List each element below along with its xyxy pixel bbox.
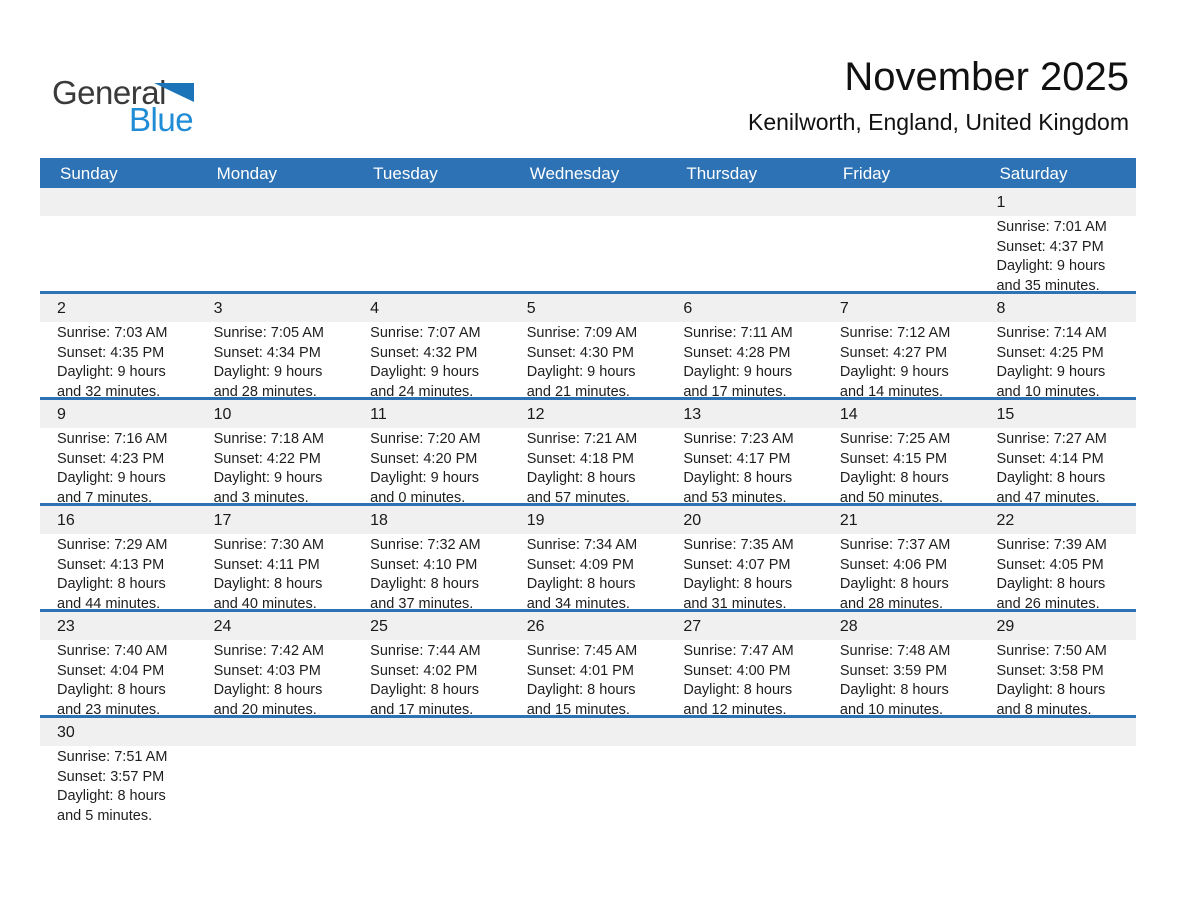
day-cell-27	[666, 612, 823, 718]
sunset-text: Sunset: 4:06 PM	[839, 556, 948, 573]
day-cell-29	[979, 612, 1136, 718]
sunset-text: Sunset: 4:14 PM	[996, 450, 1104, 467]
day-number	[197, 188, 354, 216]
day-number: 18	[353, 506, 510, 534]
sunrise-text: Sunrise: 7:11 AM	[683, 325, 793, 341]
day-cell-13	[666, 400, 823, 506]
day-number: 29	[979, 612, 1136, 640]
daylight-text: Daylight: 8 hours and 47 minutes.	[996, 470, 1106, 506]
day-cell-16	[40, 506, 197, 612]
day-cell-3	[197, 294, 354, 400]
sunset-text: Sunset: 4:05 PM	[996, 556, 1104, 573]
day-cell-empty	[197, 718, 354, 826]
sunrise-text: Sunrise: 7:14 AM	[996, 325, 1107, 341]
day-number: 22	[979, 506, 1136, 534]
day-cell-body	[666, 534, 823, 614]
sunset-text: Sunset: 4:34 PM	[213, 344, 321, 361]
sunset-text: Sunset: 4:10 PM	[370, 556, 478, 573]
daylight-text: Daylight: 8 hours and 12 minutes.	[683, 682, 793, 718]
day-cell-26	[510, 612, 667, 718]
day-cell-body	[40, 428, 197, 508]
day-number: 5	[510, 294, 667, 322]
day-number: 14	[823, 400, 980, 428]
day-cell-9	[40, 400, 197, 506]
day-cell-body	[197, 640, 354, 720]
daylight-text: Daylight: 8 hours and 8 minutes.	[996, 682, 1106, 718]
sunset-text: Sunset: 4:13 PM	[57, 556, 165, 573]
sunset-text: Sunset: 4:18 PM	[526, 450, 634, 467]
day-cell-23	[40, 612, 197, 718]
title-block	[748, 54, 1129, 135]
day-number: 26	[510, 612, 667, 640]
sunrise-text: Sunrise: 7:29 AM	[57, 537, 168, 553]
sunset-text: Sunset: 4:01 PM	[526, 662, 634, 679]
daylight-text: Daylight: 8 hours and 15 minutes.	[526, 682, 636, 718]
day-cell-body	[823, 428, 980, 508]
day-number: 2	[40, 294, 197, 322]
location-subtitle: Kenilworth, England, United Kingdom	[747, 109, 1129, 135]
daylight-text: Daylight: 8 hours and 26 minutes.	[996, 576, 1106, 612]
daylight-text: Daylight: 8 hours and 10 minutes.	[839, 682, 949, 718]
sunrise-text: Sunrise: 7:34 AM	[526, 537, 638, 553]
day-cell-body	[823, 534, 980, 614]
sunrise-text: Sunrise: 7:30 AM	[213, 537, 324, 553]
sunrise-text: Sunrise: 7:48 AM	[839, 643, 951, 659]
day-cell-body	[979, 428, 1136, 508]
day-cell-10	[197, 400, 354, 506]
day-cell-20	[666, 506, 823, 612]
day-cell-empty	[823, 188, 980, 291]
week-row-5	[40, 612, 1136, 718]
day-number: 7	[823, 294, 980, 322]
day-cell-body	[979, 534, 1136, 614]
day-number: 20	[666, 506, 823, 534]
week-row-2	[40, 294, 1136, 400]
day-cell-5	[510, 294, 667, 400]
day-number: 16	[40, 506, 197, 534]
weekday-header-saturday: Saturday	[999, 164, 1068, 183]
daylight-text: Daylight: 9 hours and 14 minutes.	[839, 364, 949, 400]
daylight-text: Daylight: 9 hours and 28 minutes.	[213, 364, 323, 400]
day-number: 9	[40, 400, 197, 428]
sunrise-text: Sunrise: 7:01 AM	[996, 219, 1107, 235]
day-number: 25	[353, 612, 510, 640]
sunset-text: Sunset: 4:00 PM	[683, 662, 791, 679]
daylight-text: Daylight: 8 hours and 5 minutes.	[57, 788, 166, 824]
sunset-text: Sunset: 3:58 PM	[996, 662, 1104, 679]
daylight-text: Daylight: 9 hours and 3 minutes.	[213, 470, 323, 506]
sunset-text: Sunset: 4:07 PM	[683, 556, 791, 573]
weekday-header-wednesday: Wednesday	[529, 164, 620, 183]
day-number: 15	[979, 400, 1136, 428]
daylight-text: Daylight: 9 hours and 17 minutes.	[683, 364, 793, 400]
day-number: 4	[353, 294, 510, 322]
day-cell-empty	[353, 188, 510, 291]
day-number: 21	[823, 506, 980, 534]
sunrise-text: Sunrise: 7:40 AM	[57, 643, 168, 659]
day-cell-15	[979, 400, 1136, 506]
sunset-text: Sunset: 4:22 PM	[213, 450, 321, 467]
sunrise-text: Sunrise: 7:51 AM	[57, 749, 168, 765]
day-number	[666, 188, 823, 216]
day-number: 27	[666, 612, 823, 640]
general-blue-logo	[52, 74, 212, 140]
sunrise-text: Sunrise: 7:47 AM	[683, 643, 794, 659]
logo-text-general: General	[52, 74, 166, 111]
day-cell-body	[510, 534, 667, 614]
day-cell-body	[40, 534, 197, 614]
day-number: 30	[40, 718, 197, 746]
month-title: November 2025	[844, 55, 1129, 99]
sunrise-text: Sunrise: 7:12 AM	[839, 325, 951, 341]
sunset-text: Sunset: 4:25 PM	[996, 344, 1104, 361]
daylight-text: Daylight: 8 hours and 17 minutes.	[370, 682, 479, 718]
day-cell-empty	[823, 718, 980, 826]
day-number: 11	[353, 400, 510, 428]
day-cell-body	[979, 216, 1136, 296]
sunset-text: Sunset: 4:04 PM	[57, 662, 165, 679]
day-cell-6	[666, 294, 823, 400]
day-number: 24	[197, 612, 354, 640]
day-cell-22	[979, 506, 1136, 612]
sunset-text: Sunset: 3:59 PM	[839, 662, 948, 679]
day-cell-7	[823, 294, 980, 400]
sunrise-text: Sunrise: 7:03 AM	[57, 325, 168, 341]
sunrise-text: Sunrise: 7:07 AM	[370, 325, 481, 341]
day-cell-body	[40, 322, 197, 402]
sunset-text: Sunset: 4:03 PM	[213, 662, 321, 679]
daylight-text: Daylight: 8 hours and 31 minutes.	[683, 576, 793, 612]
daylight-text: Daylight: 8 hours and 57 minutes.	[526, 470, 636, 506]
sunset-text: Sunset: 4:37 PM	[996, 238, 1104, 255]
sunrise-text: Sunrise: 7:37 AM	[839, 537, 951, 553]
day-number: 1	[979, 188, 1136, 216]
daylight-text: Daylight: 9 hours and 32 minutes.	[57, 364, 166, 400]
day-cell-body	[823, 640, 980, 720]
day-number	[40, 188, 197, 216]
week-row-3	[40, 400, 1136, 506]
day-cell-body	[979, 322, 1136, 402]
daylight-text: Daylight: 8 hours and 44 minutes.	[57, 576, 166, 612]
day-cell-19	[510, 506, 667, 612]
day-cell-empty	[510, 188, 667, 291]
day-cell-8	[979, 294, 1136, 400]
calendar-weeks	[40, 188, 1136, 826]
sunset-text: Sunset: 4:30 PM	[526, 344, 634, 361]
sunrise-text: Sunrise: 7:50 AM	[996, 643, 1107, 659]
weekday-header-row	[40, 158, 1136, 188]
day-number: 13	[666, 400, 823, 428]
day-cell-empty	[666, 718, 823, 826]
day-cell-body	[823, 322, 980, 402]
day-number: 17	[197, 506, 354, 534]
day-cell-empty	[40, 188, 197, 291]
sunset-text: Sunset: 3:57 PM	[57, 768, 165, 785]
weekday-header-tuesday: Tuesday	[373, 164, 438, 183]
week-row-4	[40, 506, 1136, 612]
day-number	[823, 188, 980, 216]
sunrise-text: Sunrise: 7:45 AM	[526, 643, 638, 659]
day-cell-empty	[197, 188, 354, 291]
day-number: 10	[197, 400, 354, 428]
day-number: 28	[823, 612, 980, 640]
daylight-text: Daylight: 8 hours and 34 minutes.	[526, 576, 636, 612]
day-cell-body	[197, 534, 354, 614]
day-cell-body	[510, 322, 667, 402]
day-cell-body	[197, 428, 354, 508]
sunrise-text: Sunrise: 7:39 AM	[996, 537, 1107, 553]
day-cell-empty	[666, 188, 823, 291]
sunrise-text: Sunrise: 7:18 AM	[213, 431, 324, 447]
weekday-header-friday: Friday	[842, 164, 891, 183]
day-cell-body	[353, 322, 510, 402]
day-cell-11	[353, 400, 510, 506]
sunset-text: Sunset: 4:32 PM	[370, 344, 478, 361]
sunset-text: Sunset: 4:11 PM	[213, 556, 320, 573]
sunset-text: Sunset: 4:20 PM	[370, 450, 478, 467]
day-cell-18	[353, 506, 510, 612]
day-number: 6	[666, 294, 823, 322]
daylight-text: Daylight: 9 hours and 10 minutes.	[996, 364, 1106, 400]
daylight-text: Daylight: 8 hours and 23 minutes.	[57, 682, 166, 718]
day-cell-body	[197, 322, 354, 402]
sunset-text: Sunset: 4:27 PM	[839, 344, 948, 361]
day-number	[510, 718, 667, 746]
sunrise-text: Sunrise: 7:35 AM	[683, 537, 794, 553]
day-cell-17	[197, 506, 354, 612]
day-cell-14	[823, 400, 980, 506]
day-cell-12	[510, 400, 667, 506]
sunset-text: Sunset: 4:09 PM	[526, 556, 634, 573]
day-number	[823, 718, 980, 746]
day-cell-body	[40, 746, 197, 826]
day-cell-4	[353, 294, 510, 400]
day-number: 19	[510, 506, 667, 534]
daylight-text: Daylight: 9 hours and 35 minutes.	[996, 258, 1106, 294]
day-cell-24	[197, 612, 354, 718]
sunrise-text: Sunrise: 7:25 AM	[839, 431, 951, 447]
daylight-text: Daylight: 8 hours and 37 minutes.	[370, 576, 479, 612]
daylight-text: Daylight: 9 hours and 21 minutes.	[526, 364, 636, 400]
day-number	[979, 718, 1136, 746]
day-cell-body	[353, 640, 510, 720]
day-number	[197, 718, 354, 746]
daylight-text: Daylight: 8 hours and 50 minutes.	[839, 470, 949, 506]
sunrise-text: Sunrise: 7:21 AM	[526, 431, 638, 447]
day-cell-empty	[979, 718, 1136, 826]
calendar-grid	[40, 158, 1136, 826]
sunset-text: Sunset: 4:17 PM	[683, 450, 791, 467]
sunrise-text: Sunrise: 7:23 AM	[683, 431, 794, 447]
day-cell-empty	[510, 718, 667, 826]
day-cell-body	[979, 640, 1136, 720]
sunrise-text: Sunrise: 7:16 AM	[57, 431, 168, 447]
sunrise-text: Sunrise: 7:27 AM	[996, 431, 1107, 447]
sunrise-text: Sunrise: 7:42 AM	[213, 643, 324, 659]
day-number	[510, 188, 667, 216]
sunset-text: Sunset: 4:35 PM	[57, 344, 165, 361]
day-cell-body	[353, 534, 510, 614]
day-number: 23	[40, 612, 197, 640]
day-number: 12	[510, 400, 667, 428]
daylight-text: Daylight: 8 hours and 20 minutes.	[213, 682, 323, 718]
day-cell-body	[666, 640, 823, 720]
sunset-text: Sunset: 4:23 PM	[57, 450, 165, 467]
sunrise-text: Sunrise: 7:44 AM	[370, 643, 481, 659]
weekday-header-monday: Monday	[216, 164, 278, 183]
weekday-header-thursday: Thursday	[686, 164, 758, 183]
sunrise-text: Sunrise: 7:05 AM	[213, 325, 324, 341]
day-cell-1	[979, 188, 1136, 294]
weekday-header-sunday: Sunday	[60, 164, 118, 183]
sunrise-text: Sunrise: 7:32 AM	[370, 537, 481, 553]
daylight-text: Daylight: 8 hours and 28 minutes.	[839, 576, 949, 612]
sunset-text: Sunset: 4:02 PM	[370, 662, 478, 679]
day-cell-body	[666, 428, 823, 508]
day-number	[353, 188, 510, 216]
day-cell-body	[353, 428, 510, 508]
day-number: 8	[979, 294, 1136, 322]
week-row-6	[40, 718, 1136, 826]
daylight-text: Daylight: 8 hours and 53 minutes.	[683, 470, 793, 506]
sunset-text: Sunset: 4:15 PM	[839, 450, 948, 467]
day-cell-28	[823, 612, 980, 718]
day-cell-21	[823, 506, 980, 612]
logo-text-blue: Blue	[129, 101, 194, 138]
day-cell-25	[353, 612, 510, 718]
day-cell-body	[40, 640, 197, 720]
daylight-text: Daylight: 8 hours and 40 minutes.	[213, 576, 323, 612]
day-cell-body	[510, 428, 667, 508]
day-cell-empty	[353, 718, 510, 826]
day-number	[353, 718, 510, 746]
daylight-text: Daylight: 9 hours and 7 minutes.	[57, 470, 166, 506]
daylight-text: Daylight: 9 hours and 24 minutes.	[370, 364, 479, 400]
sunrise-text: Sunrise: 7:09 AM	[526, 325, 638, 341]
day-cell-2	[40, 294, 197, 400]
day-cell-body	[666, 322, 823, 402]
daylight-text: Daylight: 9 hours and 0 minutes.	[370, 470, 479, 506]
sunrise-text: Sunrise: 7:20 AM	[370, 431, 481, 447]
day-number	[666, 718, 823, 746]
day-number: 3	[197, 294, 354, 322]
day-cell-30	[40, 718, 197, 826]
sunset-text: Sunset: 4:28 PM	[683, 344, 791, 361]
week-row-1	[40, 188, 1136, 294]
day-cell-body	[510, 640, 667, 720]
